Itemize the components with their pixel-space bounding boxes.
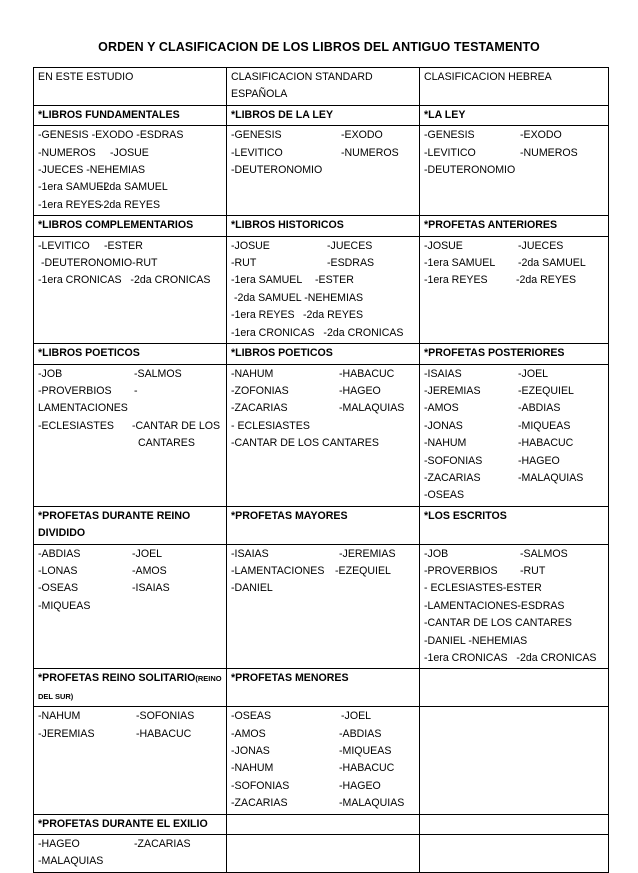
book-entry: -JUECES [327, 239, 373, 252]
content-row [34, 544, 609, 669]
book-entry: -JOEL [518, 367, 549, 380]
book-entry: -DEUTERONOMIO [231, 164, 323, 177]
book-entry: -NUMEROS [520, 146, 578, 159]
book-entry: -2da SAMUEL [518, 257, 586, 270]
book-entry: -DANIEL -NEHEMIAS [424, 634, 528, 647]
cell-r5c1 [34, 707, 227, 814]
empty-cell [420, 669, 609, 707]
book-entry: CANTARES [138, 437, 195, 450]
book-entry: -2da SAMUEL -NEHEMIAS [231, 291, 364, 304]
book-entry: -1era CRONICAS -2da CRONICAS [231, 326, 404, 339]
book-entry: -NUMEROS [341, 146, 399, 159]
section-title: *LA LEY [420, 105, 609, 125]
book-entry: -CANTAR DE LOS [132, 419, 221, 432]
cell-r4c2 [227, 544, 420, 669]
book-entry: -HAGEO [518, 454, 560, 467]
book-entry: -JOSUE [424, 239, 463, 252]
cell-r4c3 [420, 544, 609, 669]
books-table [33, 67, 609, 873]
empty-cell [420, 814, 609, 834]
book-entry: - ECLESIASTES [231, 419, 310, 432]
header-clasificacion-hebrea: CLASIFICACION HEBREA [420, 68, 609, 106]
book-entry: -SALMOS [134, 367, 182, 380]
cell-r3c3 [420, 364, 609, 506]
book-entry: -HABACUC [136, 727, 192, 740]
book-entry: -1era REYES [424, 274, 488, 287]
book-entry: - ECLESIASTES-ESTER [424, 582, 542, 595]
section-title: *LIBROS FUNDAMENTALES [34, 105, 227, 125]
book-entry: -HAGEO [339, 384, 381, 397]
book-entry: -JEREMIAS [38, 727, 95, 740]
section-row [34, 669, 609, 707]
book-entry: -NAHUM [231, 762, 274, 775]
cell-r2c1 [34, 236, 227, 343]
cell-r5c2 [227, 707, 420, 814]
cell-r2c3 [420, 236, 609, 343]
book-entry: -JOEL [132, 547, 163, 560]
cell-r3c1 [34, 364, 227, 506]
empty-cell [420, 707, 609, 814]
section-title: *PROFETAS MENORES [227, 669, 420, 707]
section-title: *PROFETAS DURANTE EL EXILIO [34, 814, 227, 834]
book-entry: -JOB [424, 547, 449, 560]
book-entry: -GENESIS [424, 129, 475, 142]
book-entry: -JUECES -NEHEMIAS [38, 164, 146, 177]
book-entry: -1era SAMUEL [38, 181, 110, 194]
book-entry: -LAMENTACIONES [231, 564, 325, 577]
content-row [34, 236, 609, 343]
book-entry: -NUMEROS [38, 146, 96, 159]
section-title: *PROFETAS DURANTE REINO DIVIDIDO [34, 506, 227, 544]
section-title: *PROFETAS POSTERIORES [420, 344, 609, 364]
book-entry: -1era REYES [38, 198, 102, 211]
cell-r1c1 [34, 126, 227, 216]
book-entry: -MALAQUIAS [38, 855, 104, 868]
book-entry: -MALAQUIAS [518, 471, 584, 484]
table-header-row [34, 68, 609, 106]
section-title: *PROFETAS ANTERIORES [420, 216, 609, 236]
section-title-text: *PROFETAS REINO SOLITARIO [38, 672, 196, 685]
section-title-reino-solitario [34, 669, 227, 707]
book-entry: LAMENTACIONES [38, 402, 128, 415]
book-entry: -1era SAMUEL [424, 257, 496, 270]
book-entry: -1era CRONICAS -2da CRONICAS [38, 274, 211, 287]
book-entry: -GENESIS -EXODO -ESDRAS [38, 129, 184, 142]
book-entry: -LEVITICO [424, 146, 476, 159]
book-entry: -DEUTERONOMIO-RUT [38, 257, 158, 270]
book-entry: -1era REYES [231, 309, 295, 322]
cell-r1c2 [227, 126, 420, 216]
cell-r2c2 [227, 236, 420, 343]
book-entry: -HAGEO [38, 838, 80, 851]
book-entry: -OSEAS [231, 710, 272, 723]
book-entry: -AMOS [231, 727, 266, 740]
book-entry: -NAHUM [231, 367, 274, 380]
book-entry: -SOFONIAS [136, 710, 195, 723]
book-entry: -HAGEO [339, 779, 381, 792]
book-entry: -ESTER [315, 274, 354, 287]
book-entry: -LAMENTACIONES-ESDRAS [424, 599, 565, 612]
content-row [34, 126, 609, 216]
header-clasificacion-standard: CLASIFICACION STANDARD ESPAÑOLA [227, 68, 420, 106]
book-entry: -DANIEL [231, 582, 273, 595]
book-entry: -2da SAMUEL [100, 181, 168, 194]
book-entry: -EZEQUIEL [518, 384, 574, 397]
book-entry: -EXODO [341, 129, 383, 142]
book-entry: -HABACUC [339, 367, 395, 380]
book-entry: -ZACARIAS [424, 471, 481, 484]
book-entry: -EZEQUIEL [335, 564, 391, 577]
section-row [34, 216, 609, 236]
page-title: ORDEN Y CLASIFICACION DE LOS LIBROS DEL ANTIGUO TESTAMENTO [98, 40, 540, 54]
book-entry: -2da REYES [516, 274, 577, 287]
book-entry: -MALAQUIAS [339, 797, 405, 810]
book-entry: -HABACUC [339, 762, 395, 775]
book-entry: -ESDRAS [327, 257, 375, 270]
book-entry: -AMOS [424, 402, 459, 415]
book-entry: -2da REYES [100, 198, 161, 211]
book-entry: - [134, 384, 138, 397]
section-title: *LIBROS DE LA LEY [227, 105, 420, 125]
content-row [34, 707, 609, 814]
book-entry: -JONAS [231, 745, 270, 758]
empty-cell [227, 814, 420, 834]
book-entry: -SALMOS [520, 547, 568, 560]
book-entry: -RUT [231, 257, 257, 270]
section-subtitle: (REINO DEL SUR) [38, 674, 222, 701]
book-entry: -SOFONIAS [424, 454, 483, 467]
section-title: *LIBROS HISTORICOS [227, 216, 420, 236]
book-entry: -CANTAR DE LOS CANTARES [424, 617, 572, 630]
book-entry: -ISAIAS [424, 367, 462, 380]
book-entry: -1era SAMUEL [231, 274, 303, 287]
book-entry: -CANTAR DE LOS CANTARES [231, 437, 379, 450]
book-entry: -MALAQUIAS [339, 402, 405, 415]
book-entry: -LEVITICO [38, 239, 90, 252]
section-title: *LIBROS COMPLEMENTARIOS [34, 216, 227, 236]
book-entry: -RUT [520, 564, 546, 577]
book-entry: -EXODO [520, 129, 562, 142]
book-entry: -ABDIAS [38, 547, 81, 560]
book-entry: -2da REYES [303, 309, 364, 322]
cell-r1c3 [420, 126, 609, 216]
header-este-estudio: EN ESTE ESTUDIO [34, 68, 227, 106]
content-row [34, 835, 609, 873]
book-entry: -JEREMIAS [424, 384, 481, 397]
book-entry: -LONAS [38, 564, 78, 577]
book-entry: -ECLESIASTES [38, 419, 114, 432]
book-entry: -OSEAS [38, 582, 79, 595]
book-entry: -SOFONIAS [231, 779, 290, 792]
book-entry: -JOEL [341, 710, 372, 723]
empty-cell [420, 835, 609, 873]
book-entry: -JOB [38, 367, 63, 380]
book-entry: -MIQUEAS [518, 419, 571, 432]
content-row [34, 364, 609, 506]
section-title: *PROFETAS MAYORES [227, 506, 420, 544]
book-entry: -JEREMIAS [339, 547, 396, 560]
book-entry: -ZACARIAS [231, 402, 288, 415]
section-row [34, 344, 609, 364]
book-entry: -ESTER [104, 239, 143, 252]
book-entry: -JOSUE [110, 146, 149, 159]
book-entry: -JOSUE [231, 239, 270, 252]
book-entry: -ZACARIAS [231, 797, 288, 810]
book-entry: -JUECES [518, 239, 564, 252]
section-title: *LIBROS POETICOS [227, 344, 420, 364]
book-entry: -ISAIAS [132, 582, 170, 595]
book-entry: -ZACARIAS [134, 838, 191, 851]
section-row [34, 814, 609, 834]
book-entry: -MIQUEAS [38, 599, 91, 612]
book-entry: -GENESIS [231, 129, 282, 142]
book-entry: -1era CRONICAS -2da CRONICAS [424, 652, 597, 664]
book-entry: -ZOFONIAS [231, 384, 289, 397]
book-entry: -ABDIAS [339, 727, 382, 740]
book-entry: -ISAIAS [231, 547, 269, 560]
section-row [34, 506, 609, 544]
book-entry: -DEUTERONOMIO [424, 164, 516, 177]
cell-r4c1 [34, 544, 227, 669]
section-title: *LIBROS POETICOS [34, 344, 227, 364]
cell-r3c2 [227, 364, 420, 506]
book-entry: -MIQUEAS [339, 745, 392, 758]
book-entry: -LEVITICO [231, 146, 283, 159]
book-entry: -NAHUM [38, 710, 81, 723]
book-entry: -OSEAS [424, 489, 465, 502]
book-entry: -HABACUC [518, 437, 574, 450]
section-title: *LOS ESCRITOS [420, 506, 609, 544]
cell-r6c1 [34, 835, 227, 873]
empty-cell [227, 835, 420, 873]
book-entry: -NAHUM [424, 437, 467, 450]
book-entry: -PROVERBIOS [424, 564, 498, 577]
section-row [34, 105, 609, 125]
book-entry: -PROVERBIOS [38, 384, 112, 397]
book-entry: -JONAS [424, 419, 463, 432]
book-entry: -ABDIAS [518, 402, 561, 415]
book-entry: -AMOS [132, 564, 167, 577]
